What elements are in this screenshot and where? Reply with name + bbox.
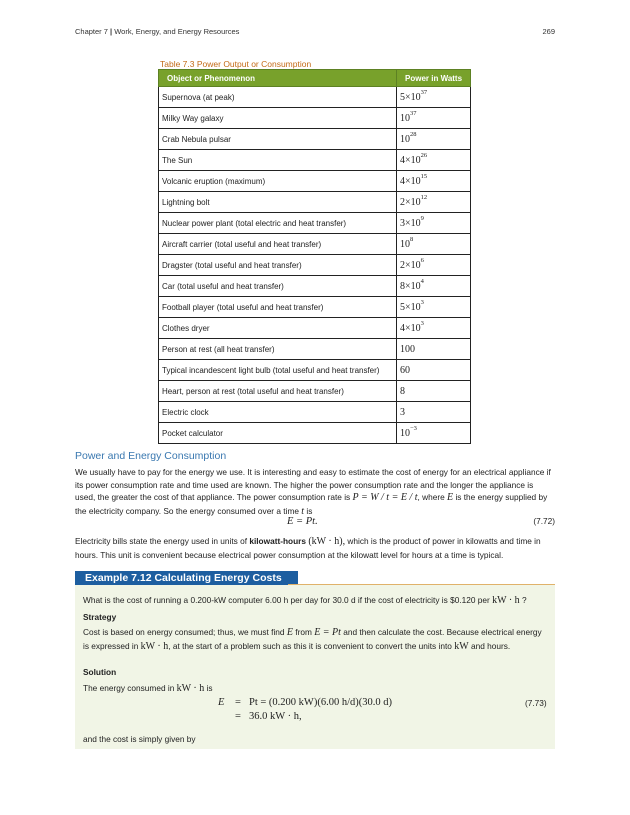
p1-text-b: , where <box>417 492 445 502</box>
solution-text <box>83 682 213 696</box>
power-base: ×10 <box>405 91 421 103</box>
row-label: Electric clock <box>159 402 397 423</box>
kwh-unit: (kW · h), <box>308 536 346 547</box>
row-label: Volcanic eruption (maximum) <box>159 171 397 192</box>
power-mantissa: 8 <box>400 280 405 292</box>
power-base: ×10 <box>405 301 421 313</box>
eq73-equals-1: = <box>235 697 241 708</box>
strategy-text-6: and <box>470 640 485 651</box>
example-title: Example 7.12 Calculating Energy Costs <box>75 571 298 585</box>
p1-text-a: We usually have to pay for the energy we use. It is interesting and easy to estimate the cost of energy for an electrical appliance if its power consumption rate and time used are known. The higher the power consumption rate and the longer the appliance is used, the greater the cost of that appliance. The power consumption rate is <box>75 467 551 502</box>
strategy-text-4: energy is expressed in <box>83 627 542 651</box>
power-mantissa: 3 <box>400 217 405 229</box>
table-row <box>159 234 471 255</box>
power-mantissa: 5 <box>400 301 405 313</box>
power-exponent: 8 <box>410 235 414 243</box>
chapter-label: Chapter 7 <box>75 27 108 36</box>
table-row <box>159 402 471 423</box>
power-base: ×10 <box>405 322 421 334</box>
table-row <box>159 150 471 171</box>
time-symbol: t <box>301 505 305 517</box>
power-base: ×10 <box>405 154 421 166</box>
page-header <box>75 27 555 36</box>
power-exponent: 37 <box>420 88 428 96</box>
power-mantissa: 4 <box>400 154 405 166</box>
energy-symbol: E <box>447 492 454 503</box>
column-header-power: Power in Watts <box>397 70 471 87</box>
row-power-value <box>397 87 471 108</box>
table-row <box>159 213 471 234</box>
table-row <box>159 381 471 402</box>
column-header-object: Object or Phenomenon <box>159 70 397 87</box>
table-caption: Table 7.3 Power Output or Consumption <box>160 59 312 69</box>
power-rate-equation: P = W / t = E / t <box>352 492 418 503</box>
power-exponent: 4 <box>420 277 424 285</box>
eq73-lhs: E <box>218 697 225 708</box>
table-row <box>159 339 471 360</box>
power-mantissa: 2 <box>400 196 405 208</box>
power-mantissa: 4 <box>400 175 405 187</box>
solution-label: Solution <box>83 667 117 677</box>
row-label: Typical incandescent light bulb (total useful and heat transfer) <box>159 360 397 381</box>
row-power-value <box>397 318 471 339</box>
row-power-value <box>397 213 471 234</box>
power-base: 60 <box>400 364 410 376</box>
row-power-value <box>397 255 471 276</box>
power-base: ×10 <box>405 196 421 208</box>
solution-unit: kW · h <box>176 683 205 694</box>
question-end: ? <box>521 595 527 605</box>
row-label: Clothes dryer <box>159 318 397 339</box>
row-label: Heart, person at rest (total useful and heat transfer) <box>159 381 397 402</box>
row-power-value <box>397 423 471 444</box>
page-number: 269 <box>542 27 555 36</box>
power-base: ×10 <box>405 217 421 229</box>
row-power-value <box>397 171 471 192</box>
power-base: 10 <box>400 133 410 145</box>
p1-text-d: is <box>306 505 313 516</box>
power-base: 10 <box>400 427 410 439</box>
solution-text-1: The energy consumed in <box>83 683 175 693</box>
eq73-number: (7.73) <box>525 698 547 708</box>
strategy-text-5: , at the start of a problem such as this it is convenient to convert the units into <box>168 640 452 651</box>
row-label: Pocket calculator <box>159 423 397 444</box>
row-power-value <box>397 360 471 381</box>
strategy-text-7: hours. <box>487 640 511 651</box>
power-base: ×10 <box>405 175 421 187</box>
table-row <box>159 276 471 297</box>
power-base: ×10 <box>405 259 421 271</box>
power-exponent: 15 <box>420 172 428 180</box>
strategy-unit-2: kW <box>454 640 469 652</box>
example-question <box>83 594 527 608</box>
row-power-value <box>397 276 471 297</box>
table-row <box>159 318 471 339</box>
row-power-value <box>397 150 471 171</box>
power-exponent: 26 <box>420 151 428 159</box>
table-body <box>159 87 471 444</box>
table-row <box>159 360 471 381</box>
power-exponent: 37 <box>410 109 417 117</box>
row-label: Milky Way galaxy <box>159 108 397 129</box>
row-label: Football player (total useful and heat transfer) <box>159 297 397 318</box>
p2-text-a: Electricity bills state the energy used in units of <box>75 536 248 546</box>
table-row <box>159 87 471 108</box>
power-base: 3 <box>400 406 405 418</box>
solution-text-2: is <box>206 683 213 693</box>
table-row <box>159 108 471 129</box>
table-row <box>159 192 471 213</box>
p2-text-b: which is the product of power in kilowatts and time in hours. This unit is convenient because electrical power consumption at the kilowatt level for hours at a time is typical. <box>75 536 541 560</box>
section-paragraph-1 <box>75 466 555 518</box>
row-label: Aircraft carrier (total useful and heat transfer) <box>159 234 397 255</box>
row-label: Car (total useful and heat transfer) <box>159 276 397 297</box>
power-exponent: 3 <box>420 298 424 306</box>
closing-text: and the cost is simply given by <box>83 734 196 744</box>
power-base: 100 <box>400 343 415 355</box>
strategy-text-2: from <box>295 627 312 637</box>
kilowatt-hours-term: kilowatt-hours <box>249 536 307 546</box>
row-power-value <box>397 234 471 255</box>
table-row <box>159 423 471 444</box>
power-base: 10 <box>400 112 410 124</box>
strategy-text <box>83 626 543 653</box>
row-power-value <box>397 192 471 213</box>
row-power-value <box>397 297 471 318</box>
example-rule <box>288 584 555 585</box>
equation-7-72-number: (7.72) <box>533 516 555 526</box>
table-row <box>159 171 471 192</box>
strategy-label: Strategy <box>83 612 117 622</box>
row-label: Lightning bolt <box>159 192 397 213</box>
row-power-value <box>397 381 471 402</box>
eq73-equals-2: = <box>235 711 241 722</box>
power-mantissa: 5 <box>400 91 405 103</box>
p1-text-c: is the energy supplied by the electricity company. So the energy consumed over a time <box>75 492 548 516</box>
row-power-value <box>397 402 471 423</box>
strategy-equation: E = Pt <box>314 627 341 638</box>
table-header-row <box>159 70 471 87</box>
power-base: 10 <box>400 238 410 250</box>
equation-7-72-body: E = Pt. <box>287 516 318 527</box>
header-separator: | <box>110 27 113 36</box>
row-label: Dragster (total useful and heat transfer) <box>159 255 397 276</box>
row-power-value <box>397 108 471 129</box>
example-box <box>75 585 555 749</box>
strategy-energy-symbol: E <box>286 627 293 638</box>
power-exponent: 12 <box>420 193 428 201</box>
row-power-value <box>397 339 471 360</box>
power-exponent: 3 <box>420 319 424 327</box>
chapter-title: Work, Energy, and Energy Resources <box>114 27 240 36</box>
power-exponent: 9 <box>420 214 424 222</box>
power-mantissa: 4 <box>400 322 405 334</box>
row-label: The Sun <box>159 150 397 171</box>
eq73-rhs-2: 36.0 kW · h, <box>249 711 302 722</box>
power-table <box>158 69 471 444</box>
eq73-rhs-1: Pt = (0.200 kW)(6.00 h/d)(30.0 d) <box>249 697 392 708</box>
strategy-text-1: Cost is based on energy consumed; thus, we must find <box>83 627 285 637</box>
row-label: Nuclear power plant (total electric and heat transfer) <box>159 213 397 234</box>
question-unit: kW · h <box>492 595 520 606</box>
power-base: ×10 <box>405 280 421 292</box>
power-exponent: 6 <box>420 256 424 264</box>
section-title: Power and Energy Consumption <box>75 450 227 462</box>
question-text: What is the cost of running a 0.200-kW computer 6.00 h per day for 30.0 d if the cost of electricity is $0.120 per <box>83 595 490 605</box>
row-label: Supernova (at peak) <box>159 87 397 108</box>
section-paragraph-2 <box>75 535 555 561</box>
row-label: Crab Nebula pulsar <box>159 129 397 150</box>
power-exponent: 28 <box>410 130 417 138</box>
row-power-value <box>397 129 471 150</box>
power-mantissa: 2 <box>400 259 405 271</box>
strategy-text-3: and then calculate the cost. Because electrical <box>343 627 514 637</box>
strategy-unit-1: kW · h <box>140 640 169 652</box>
table-row <box>159 129 471 150</box>
power-exponent: −3 <box>410 424 417 432</box>
row-label: Person at rest (all heat transfer) <box>159 339 397 360</box>
power-base: 8 <box>400 385 405 397</box>
table-row <box>159 297 471 318</box>
table-row <box>159 255 471 276</box>
